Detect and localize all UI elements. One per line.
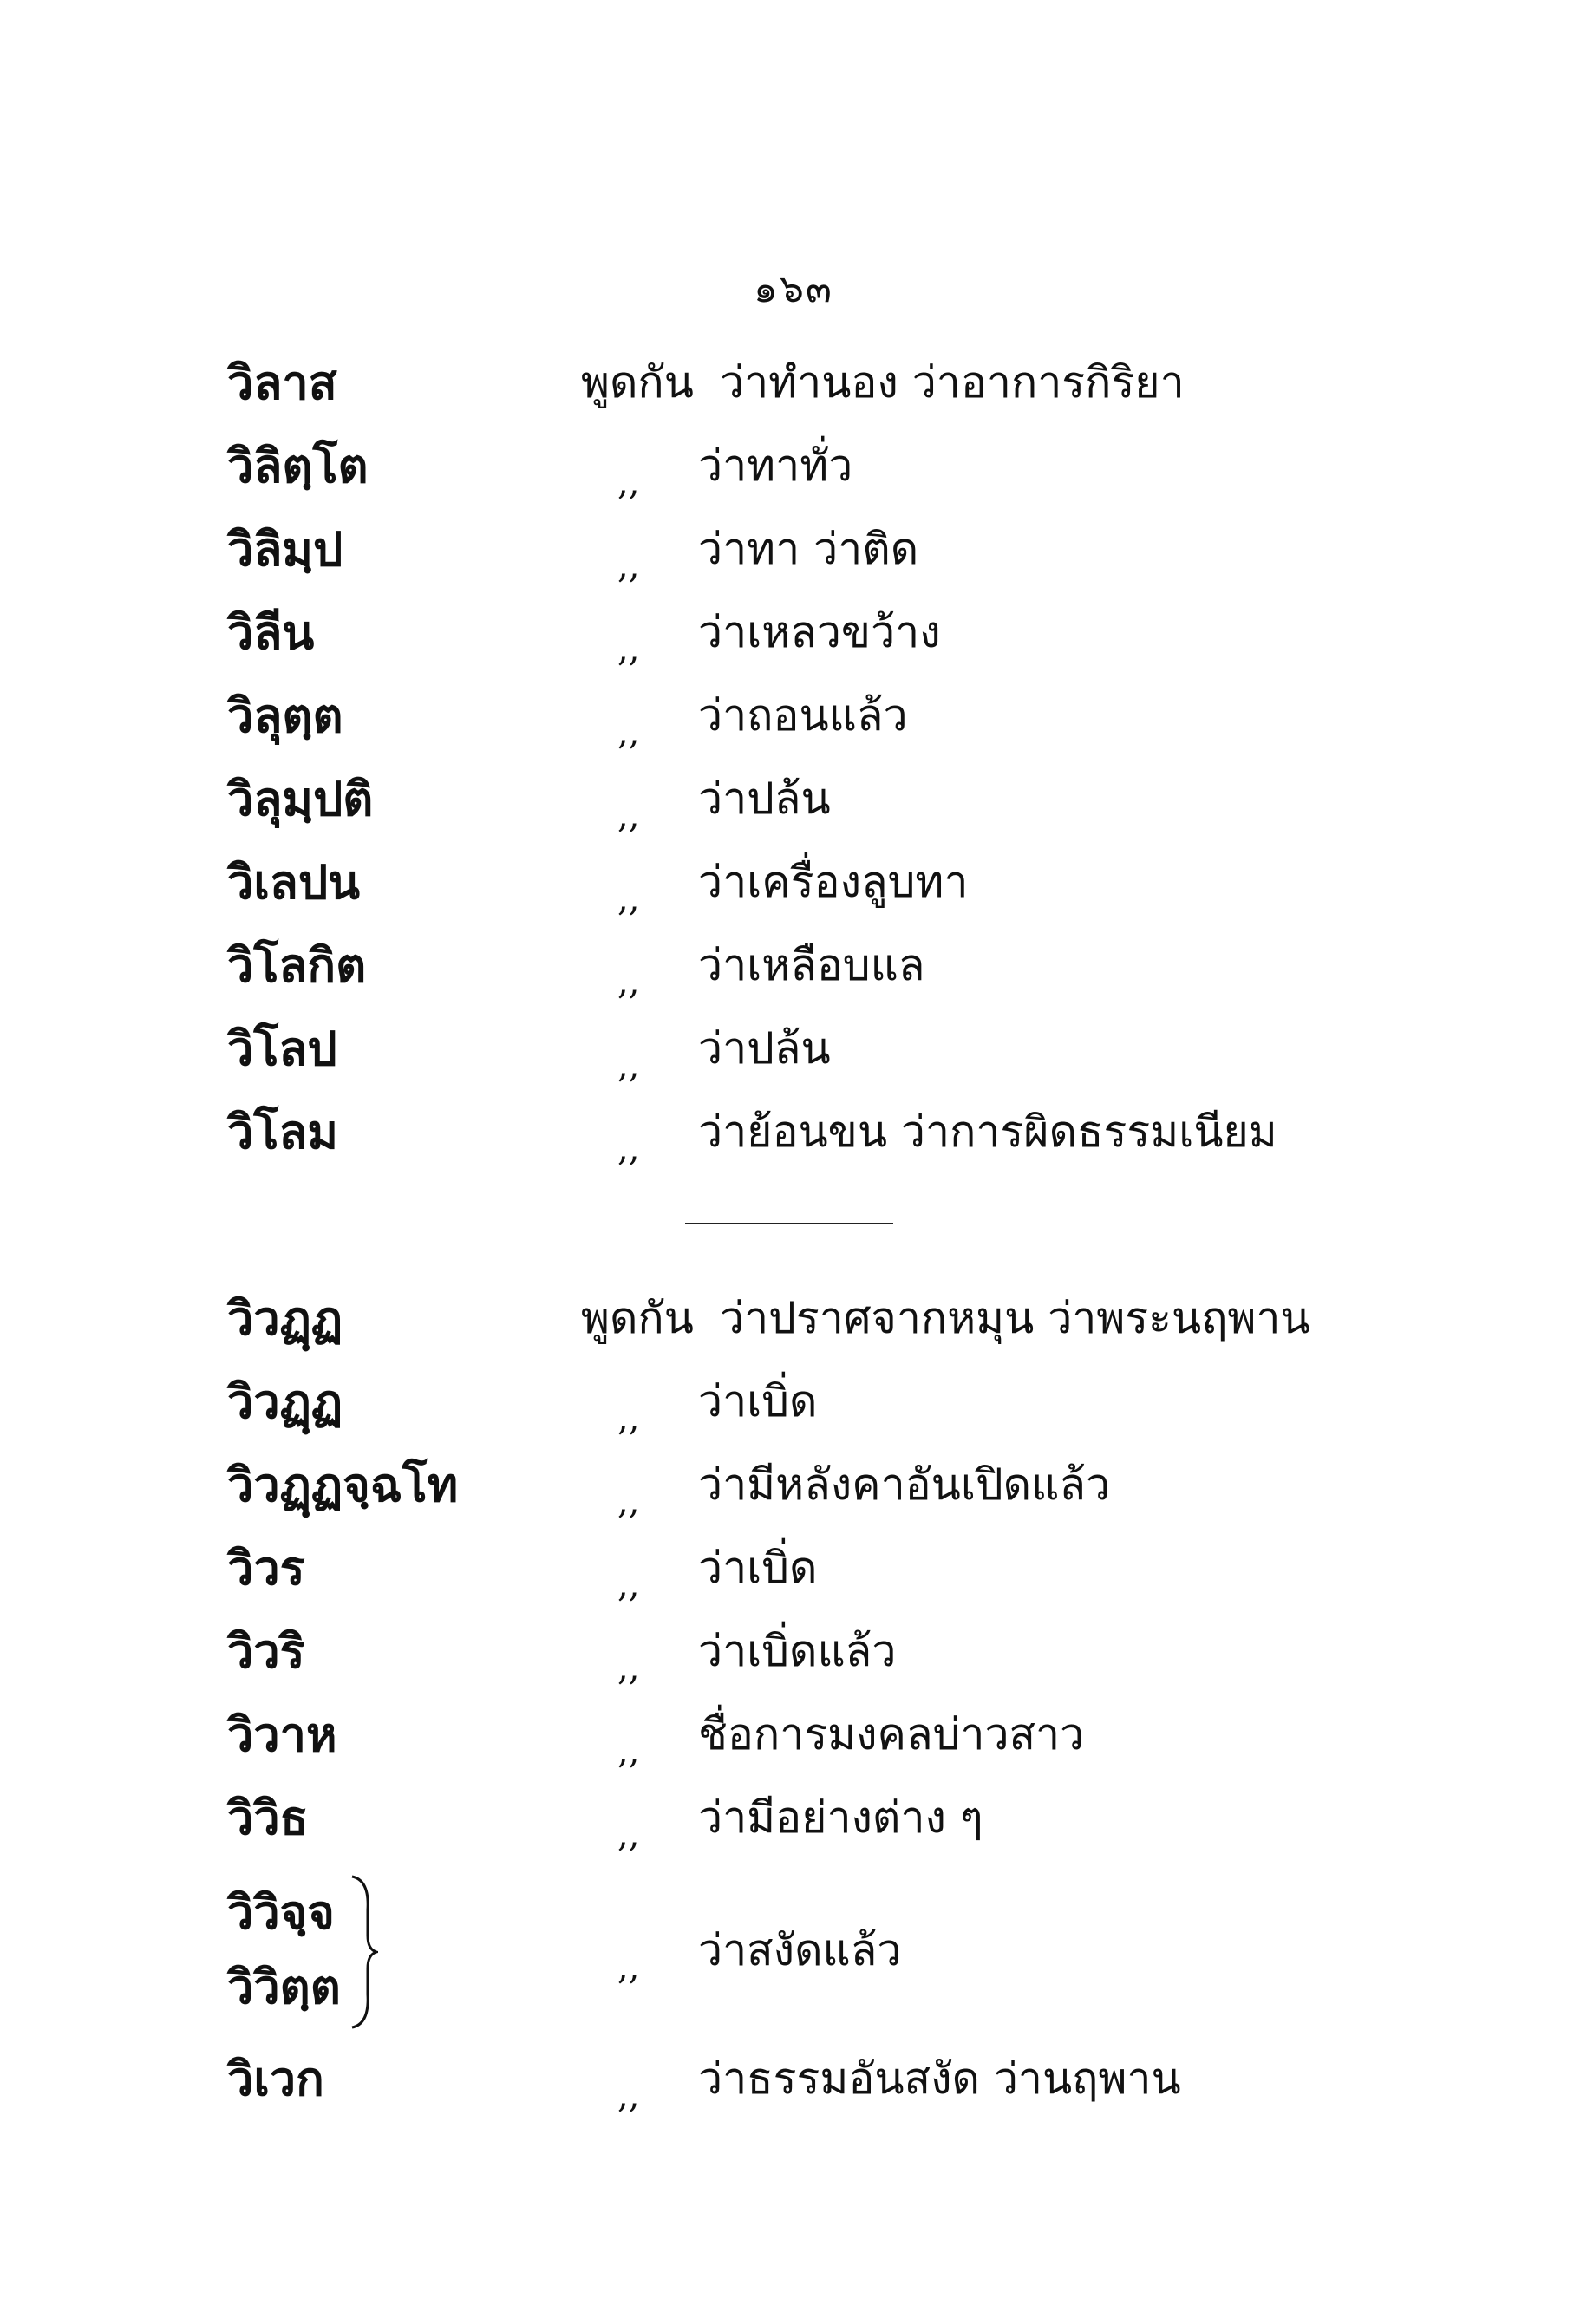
ditto-mark: ,, <box>617 1648 640 1688</box>
entry-meaning: ว่าปราศจากหมุน ว่าพระนฤพาน <box>720 1293 1310 1343</box>
dictionary-entry <box>0 1695 1587 1773</box>
entry-term: วิลุมฺปติ <box>227 771 374 826</box>
entry-meaning: ว่าทำนอง ว่าอาการกิริยา <box>720 357 1185 408</box>
entry-meaning: ว่ามีอย่างต่าง ๆ <box>698 1792 983 1843</box>
entry-term: วิวฏฺฏ <box>227 1374 343 1429</box>
ditto-mark: ,, <box>617 1565 640 1605</box>
page-number: ๑๖๓ <box>754 267 833 311</box>
entry-meaning: ว่าทา ว่าติด <box>698 524 919 574</box>
dictionary-entry <box>0 1446 1587 1524</box>
entry-meaning: ว่าปล้น <box>698 1023 831 1074</box>
entry-meaning: ว่าทาทั่ว <box>698 441 853 491</box>
ditto-mark: ,, <box>617 546 640 586</box>
ditto-mark: ,, <box>617 2076 640 2116</box>
ditto-mark: ,, <box>617 1732 640 1772</box>
dictionary-entry <box>0 1779 1587 1857</box>
dictionary-entry <box>0 593 1587 671</box>
dictionary-entry <box>0 760 1587 838</box>
entry-meaning: ว่าเบิ่ดแล้ว <box>698 1626 897 1676</box>
entry-source: พูดกัน <box>581 357 694 408</box>
entry-meaning: ชื่อการมงคลบ่าวสาว <box>698 1709 1085 1759</box>
ditto-mark: ,, <box>617 963 640 1002</box>
section-divider <box>685 1223 893 1224</box>
ditto-mark: ,, <box>617 1399 640 1439</box>
entry-term: วิลีน <box>227 604 315 660</box>
ditto-mark: ,, <box>617 1482 640 1522</box>
dictionary-entry <box>0 843 1587 921</box>
dictionary-entry <box>0 1279 1587 1357</box>
ditto-mark: ,, <box>617 1046 640 1086</box>
entry-term: วิวิจฺจ <box>227 1884 335 1940</box>
entry-term: วิเลปน <box>227 854 361 910</box>
entry-meaning: ว่าธรรมอันสงัด ว่านฤพาน <box>698 2053 1181 2104</box>
entry-term: วิวฏฺฏจฺฉโท <box>227 1457 459 1512</box>
entry-term: วิวร <box>227 1540 305 1596</box>
entry-term: วิโลป <box>227 1021 337 1076</box>
ditto-mark: ,, <box>617 713 640 753</box>
entry-meaning: ว่าปล้น <box>698 774 831 824</box>
entry-term: วิวิธ <box>227 1790 309 1845</box>
ditto-mark: ,, <box>617 1948 640 1988</box>
dictionary-entry <box>0 926 1587 1004</box>
entry-meaning: ว่าเบิ่ด <box>698 1376 818 1426</box>
entry-meaning: ว่ามีหลังคาอันเปิดแล้ว <box>698 1459 1111 1510</box>
entry-term: วิวิตฺต <box>227 1959 341 2014</box>
dictionary-entry <box>0 1529 1587 1607</box>
dictionary-entry <box>0 676 1587 754</box>
dictionary-entry <box>0 1093 1587 1171</box>
dictionary-entry <box>0 2040 1587 2118</box>
entry-meaning: ว่าถอนแล้ว <box>698 690 908 741</box>
entry-term: วิวาห <box>227 1707 337 1762</box>
entry-term: วิลาส <box>227 355 337 410</box>
entry-term: วิลิตฺโต <box>227 438 369 493</box>
brace-bracket <box>349 1875 378 2029</box>
entry-meaning: ว่าเบิ่ด <box>698 1543 818 1593</box>
entry-term: วิโลกิต <box>227 937 367 993</box>
entry-term: วิวฏฺฏ <box>227 1290 343 1346</box>
entry-meaning: ว่าย้อนขน ว่าการผิดธรรมเนียม <box>698 1107 1277 1157</box>
entry-term: วิลิมฺป <box>227 521 343 577</box>
dictionary-entry <box>0 510 1587 588</box>
entry-source: พูดกัน <box>581 1293 694 1343</box>
dictionary-entry <box>0 1009 1587 1087</box>
entry-meaning: ว่าเหลือบแล <box>698 940 925 990</box>
ditto-mark: ,, <box>617 879 640 919</box>
entry-meaning: ว่าเหลวขว้าง <box>698 607 941 657</box>
dictionary-entry <box>0 343 1587 421</box>
entry-term: วิเวก <box>227 2051 324 2106</box>
ditto-mark: ,, <box>617 796 640 836</box>
entry-meaning: ว่าสงัดแล้ว <box>698 1925 902 1975</box>
dictionary-entry <box>0 1612 1587 1690</box>
ditto-mark: ,, <box>617 1815 640 1855</box>
entry-term: วิลุตฺต <box>227 688 343 743</box>
ditto-mark: ,, <box>617 630 640 669</box>
entry-meaning: ว่าเครื่องลูบทา <box>698 857 969 907</box>
entry-term: วิวริ <box>227 1623 305 1679</box>
entry-term: วิโลม <box>227 1104 339 1159</box>
dictionary-entry <box>0 427 1587 505</box>
ditto-mark: ,, <box>617 1129 640 1169</box>
dictionary-entry <box>0 1362 1587 1440</box>
ditto-mark: ,, <box>617 463 640 503</box>
